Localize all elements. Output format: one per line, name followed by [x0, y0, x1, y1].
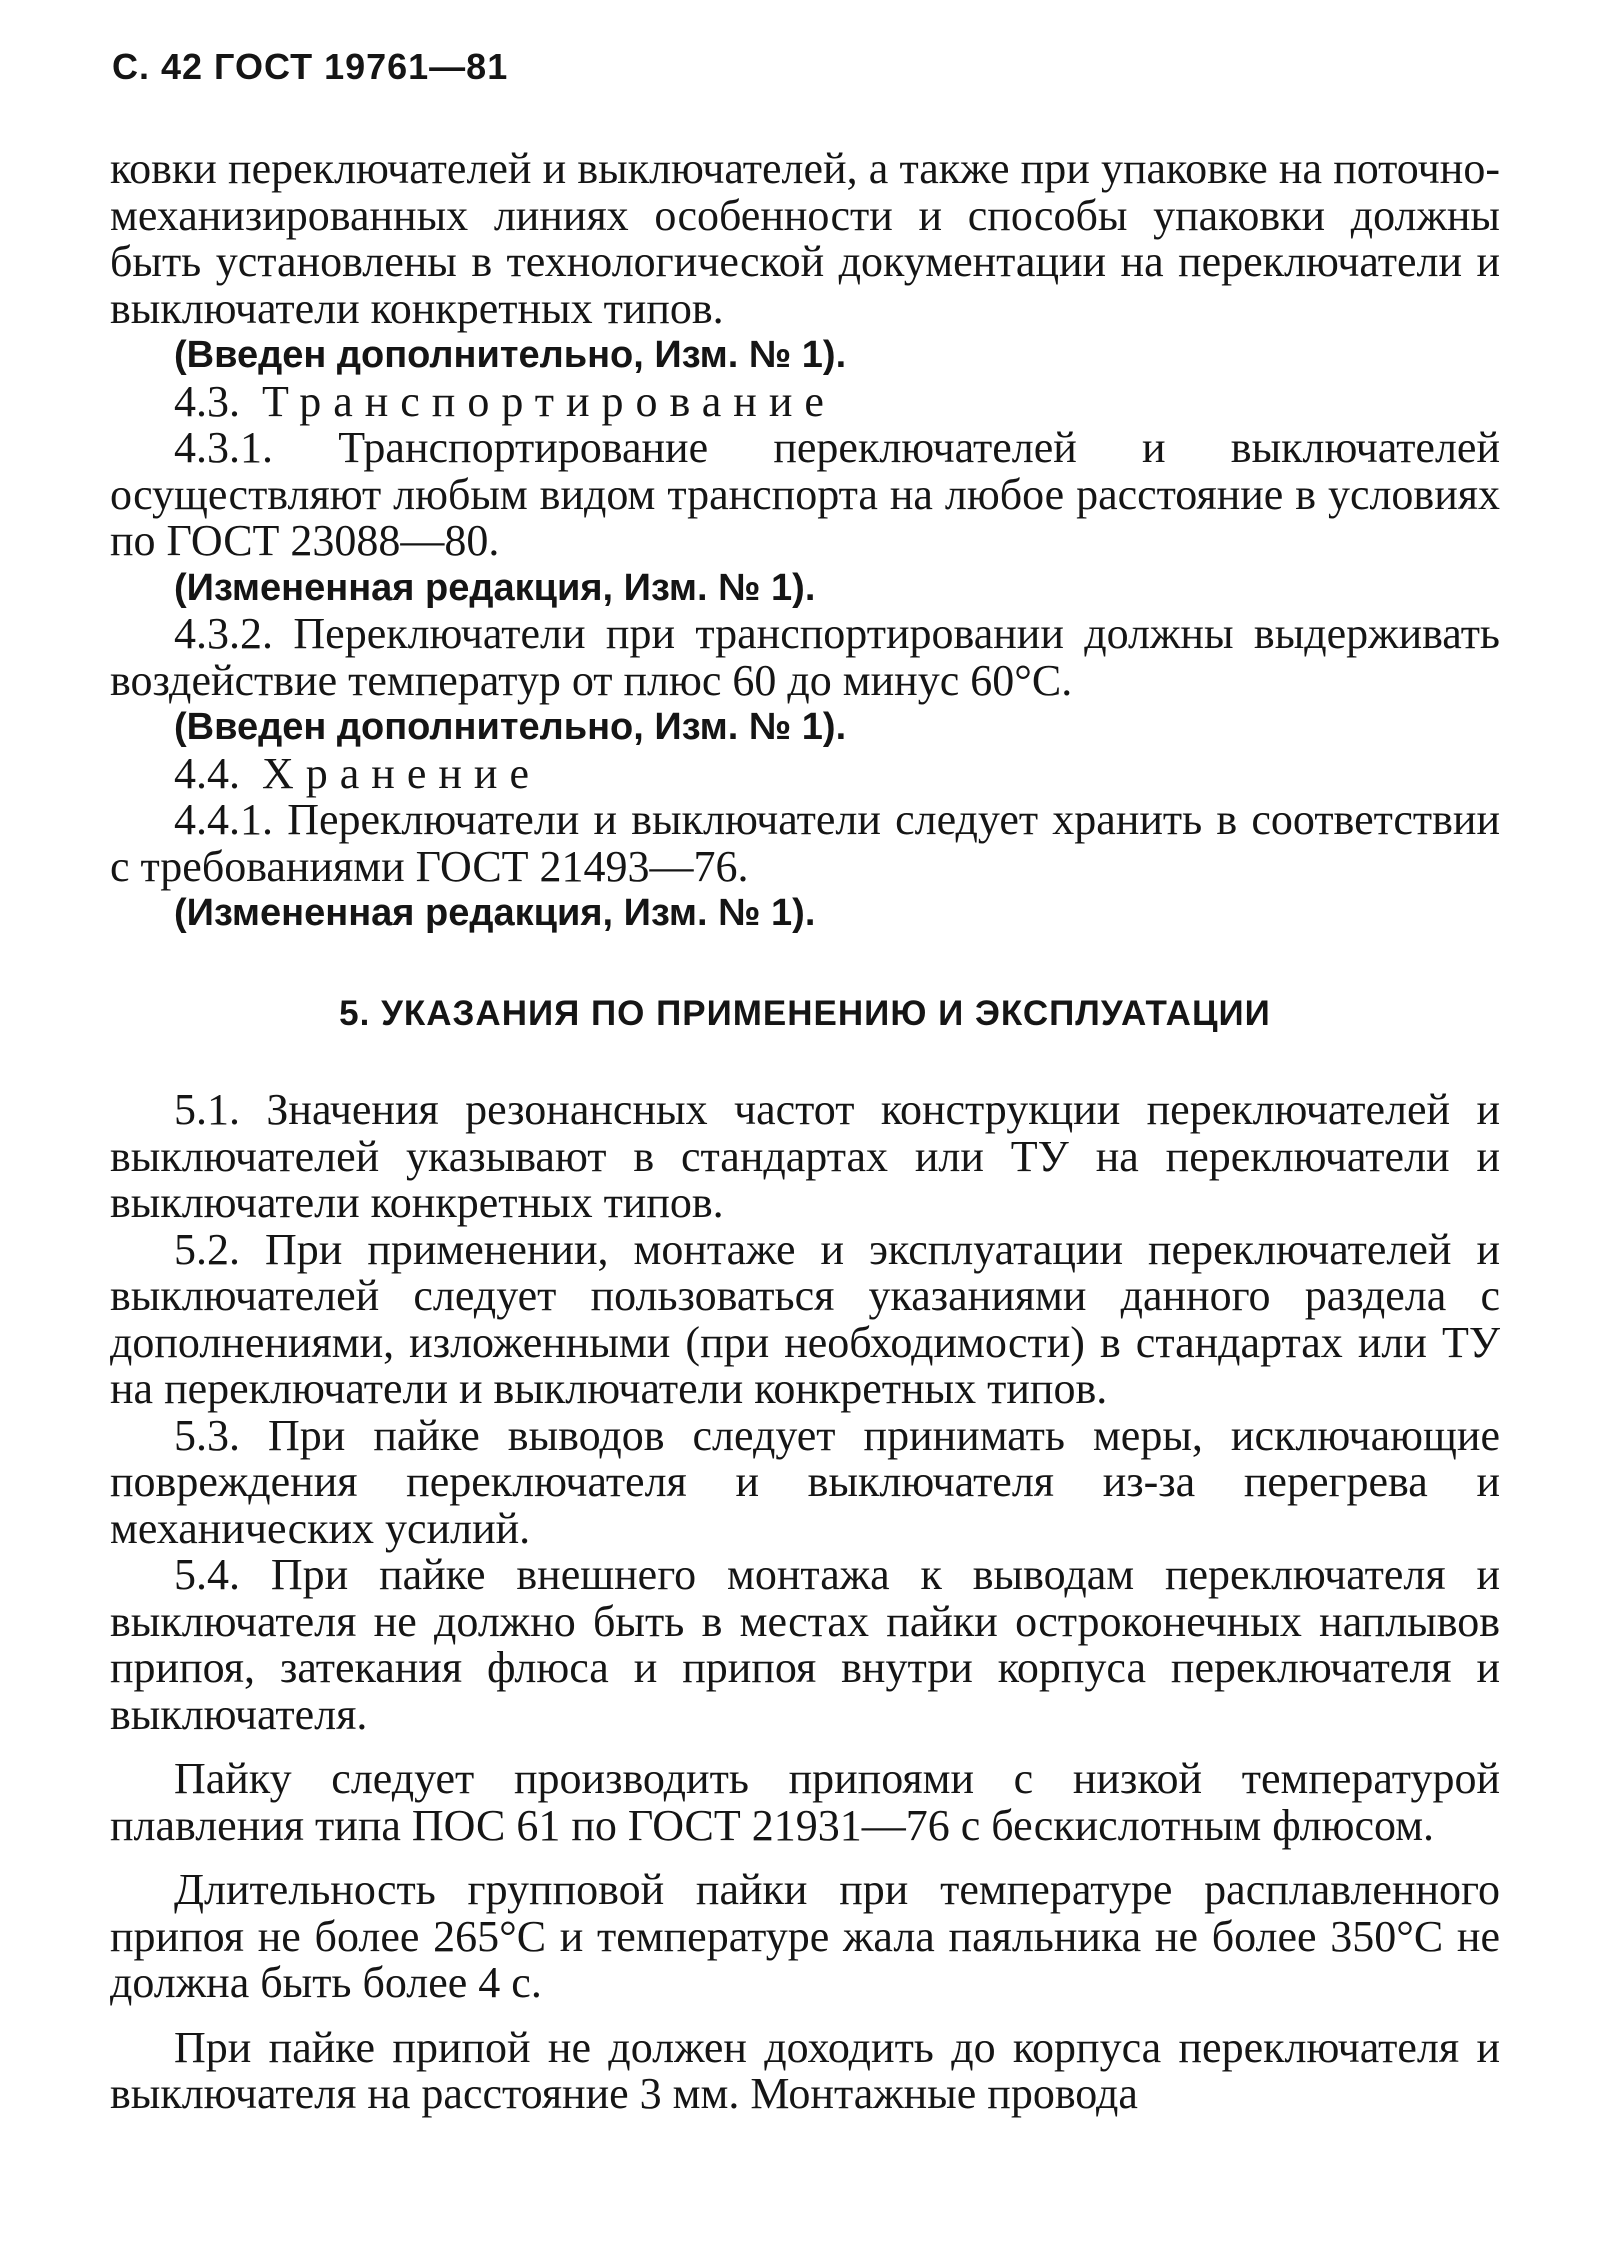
- paragraph-4-4-1: 4.4.1. Переключатели и выключатели следует хранить в соответствии с требованиями ГОСТ 21493—76.: [110, 795, 1500, 891]
- subsection-number: 4.4.: [174, 748, 240, 798]
- paragraph-4-3-2: 4.3.2. Переключатели при транспортировании должны выдерживать воздействие температур от плюс 60 до минус 60°С.: [110, 609, 1500, 705]
- paragraph-5-4: 5.4. При пайке внешнего монтажа к выводам переключателя и выключателя не должно быть в местах пайки остроконечных наплывов припоя, затекания флюса и припоя внутри корпуса переключателя и выключателя.: [110, 1550, 1500, 1739]
- subsection-number: 4.3.: [174, 376, 240, 426]
- paragraph-5-3: 5.3. При пайке выводов следует принимать меры, исключающие повреждения переключателя и выключателя из-за перегрева и механических усилий.: [110, 1410, 1500, 1553]
- paragraph-5-1: 5.1. Значения резонансных частот конструкции переключателей и выключателей указывают в стандартах или ТУ на переключатели и выключатели конкретных типов.: [110, 1085, 1500, 1227]
- page-header: С. 42 ГОСТ 19761—81: [112, 46, 509, 87]
- amendment-note: (Измененная редакция, Изм. № 1).: [174, 892, 816, 934]
- paragraph-5-2: 5.2. При применении, монтаже и эксплуатации переключателей и выключателей следует пользоваться указаниями данного раздела с дополнениями, изложенными (при необходимости) в стандартах или ТУ на переключатели и выключатели конкретных типов.: [110, 1224, 1500, 1413]
- amendment-note: (Измененная редакция, Изм. № 1).: [174, 566, 816, 609]
- subsection-title: Транспортирование: [262, 376, 836, 426]
- amendment-note: (Введен дополнительно, Изм. № 1).: [174, 334, 847, 376]
- paragraph-distance: При пайке припой не должен доходить до корпуса переключателя и выключателя на расстояние 3 мм. Монтажные провода: [110, 2022, 1500, 2118]
- paragraph-solder: Пайку следует производить припоями с низкой температурой плавления типа ПОС 61 по ГОСТ 21931—76 с бескислотным флюсом.: [110, 1754, 1500, 1850]
- section-5-heading: 5. УКАЗАНИЯ ПО ПРИМЕНЕНИЮ И ЭКСПЛУАТАЦИИ: [339, 993, 1271, 1033]
- paragraph-4-3-1: 4.3.1. Транспортирование переключателей и выключателей осуществляют любым видом транспорта на любое расстояние в условиях по ГОСТ 23088—80.: [110, 423, 1500, 565]
- subsection-4-4-heading: [110, 748, 1500, 798]
- amendment-note: (Введен дополнительно, Изм. № 1).: [174, 706, 847, 748]
- subsection-title: Хранение: [262, 748, 542, 798]
- subsection-4-3-heading: [110, 376, 1500, 426]
- document-body: [110, 146, 1500, 2118]
- paragraph-packing: ковки переключателей и выключателей, а также при упаковке на поточно-механизированных линиях особенности и способы упаковки должны быть установлены в технологической документации на переключатели и выключатели конкретных типов.: [110, 144, 1500, 333]
- paragraph-duration: Длительность групповой пайки при температуре расплавленного припоя не более 265°С и температуре жала паяльника не более 350°С не должна быть более 4 с.: [110, 1865, 1500, 2007]
